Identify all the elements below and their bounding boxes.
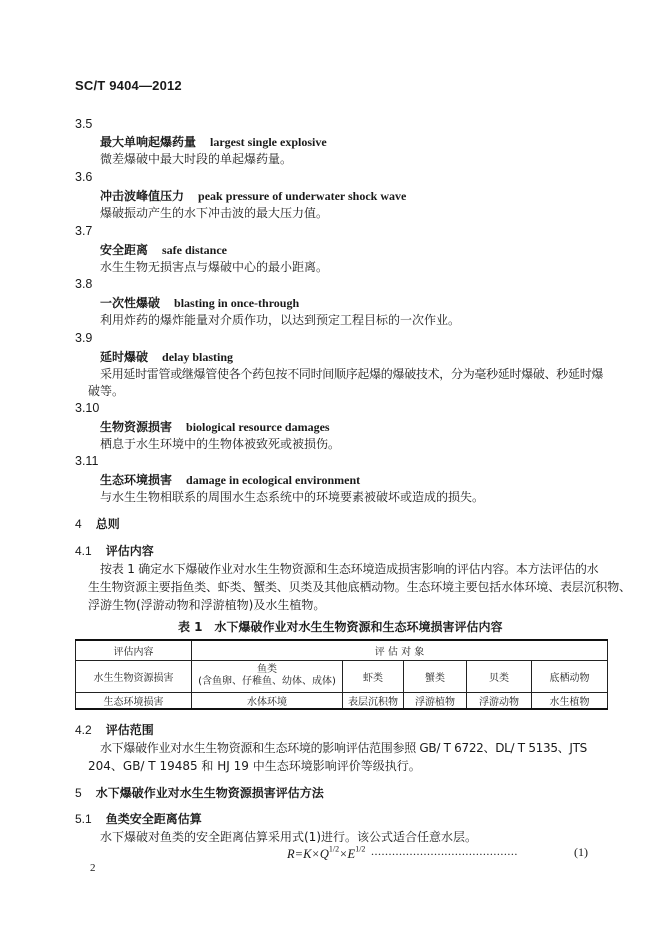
subsection-number: 4.2 <box>75 723 92 737</box>
term-chinese: 生物资源损害 <box>100 420 173 434</box>
assessment-content-table <box>75 639 608 710</box>
term-definition: 栖息于水生环境中的生物体被致死或被损伤。 <box>100 437 341 451</box>
section-heading <box>75 515 120 532</box>
paragraph-line: 水下爆破作业对水生生物资源和生态环境的影响评估范围参照 GB/ T 6722、DL/ T 5135、JTS <box>100 741 587 755</box>
table-cell: 浮游植物 <box>404 692 467 709</box>
term-chinese: 最大单响起爆药量 <box>100 135 197 149</box>
clause-number: 3.9 <box>75 331 93 345</box>
paragraph-line: 204、GB/ T 19485 和 HJ 19 中生态环境影响评价等级执行。 <box>88 759 421 773</box>
term-title <box>100 187 406 204</box>
clause-number: 3.10 <box>75 401 100 415</box>
clause-number: 3.8 <box>75 277 93 291</box>
subsection-title: 评估内容 <box>105 544 154 558</box>
clause-number: 3.7 <box>75 224 93 238</box>
term-definition: 爆破振动产生的水下冲击波的最大压力值。 <box>100 206 329 220</box>
term-title <box>100 241 227 258</box>
table-header-row <box>76 640 608 660</box>
table-row <box>76 660 608 692</box>
term-chinese: 延时爆破 <box>100 350 149 364</box>
clause-number: 3.11 <box>75 454 99 468</box>
table-caption: 表 1 水下爆破作业对水生生物资源和生态环境损害评估内容 <box>178 620 503 634</box>
table-header-cell: 评估内容 <box>76 640 192 660</box>
formula-exponent: 1/2 <box>355 844 366 854</box>
paragraph-line: 生生物资源主要指鱼类、虾类、蟹类、贝类及其他底栖动物。生态环境主要包括水体环境、表层沉积物、 <box>88 580 631 594</box>
section-title: 水下爆破作业对水生生物资源损害评估方法 <box>95 786 324 800</box>
term-definition: 与水生生物相联系的周围水生态系统中的环境要素被破坏或造成的损失。 <box>100 490 485 504</box>
table-cell: 表层沉积物 <box>343 692 404 709</box>
subsection-heading <box>75 721 154 738</box>
section-number: 5 <box>75 786 82 800</box>
table-cell: 底栖动物 <box>532 660 608 692</box>
subsection-number: 4.1 <box>75 544 92 558</box>
table-cell: 贝类 <box>467 660 532 692</box>
term-english: peak pressure of underwater shock wave <box>198 189 407 203</box>
paragraph-line: 水下爆破对鱼类的安全距离估算采用式(1)进行。该公式适合任意水层。 <box>100 830 478 844</box>
term-english: safe distance <box>162 243 228 257</box>
clause-number: 3.5 <box>75 117 93 131</box>
table-row-label: 水生生物资源损害 <box>76 660 192 692</box>
subsection-heading <box>75 810 202 827</box>
term-english: damage in ecological environment <box>186 473 361 487</box>
term-definition-line: 采用延时雷管或继爆管使各个药包按不同时间顺序起爆的爆破技术，分为毫秒延时爆破、秒延时爆 <box>100 367 604 381</box>
term-definition: 利用炸药的爆炸能量对介质作功，以达到预定工程目标的一次作业。 <box>100 313 461 327</box>
table-cell: 水生植物 <box>532 692 608 709</box>
paragraph-line: 浮游生物(浮游动物和浮游植物)及水生植物。 <box>88 598 326 612</box>
table-cell: 蟹类 <box>404 660 467 692</box>
subsection-heading <box>75 542 154 559</box>
formula-exponent: 1/2 <box>328 844 340 854</box>
table-cell: 浮游动物 <box>467 692 532 709</box>
section-heading <box>75 784 324 801</box>
term-title <box>100 348 233 365</box>
page-number: 2 <box>90 862 96 874</box>
table-cell: 水体环境 <box>192 692 343 709</box>
term-title <box>100 133 327 150</box>
paragraph-line: 按表 1 确定水下爆破作业对水生生物资源和生态环境造成损害影响的评估内容。本方法评估的水 <box>100 562 599 576</box>
standard-code-header: SC/T 9404—2012 <box>75 78 182 93</box>
term-english: largest single explosive <box>210 135 327 149</box>
formula-part: R=K×Q <box>287 847 329 861</box>
subsection-title: 评估范围 <box>105 723 154 737</box>
term-definition: 水生生物无损害点与爆破中心的最小距离。 <box>100 260 329 274</box>
term-definition-line: 破等。 <box>88 384 125 398</box>
clause-number: 3.6 <box>75 170 93 184</box>
subsection-title: 鱼类安全距离估算 <box>105 812 202 826</box>
table-cell: 虾类 <box>343 660 404 692</box>
leader-dots: ·········································· <box>370 847 518 861</box>
section-number: 4 <box>75 517 82 531</box>
equation-number: (1) <box>574 845 588 859</box>
table-cell <box>192 660 343 692</box>
term-title <box>100 294 299 311</box>
term-chinese: 安全距离 <box>100 243 149 257</box>
term-definition: 微差爆破中最大时段的单起爆药量。 <box>100 152 293 166</box>
table-header-cell: 评 估 对 象 <box>192 640 608 660</box>
term-english: biological resource damages <box>186 420 330 434</box>
term-english: delay blasting <box>162 350 234 364</box>
term-title <box>100 418 330 435</box>
term-chinese: 一次性爆破 <box>100 296 161 310</box>
section-title: 总则 <box>95 517 120 531</box>
formula <box>287 843 517 862</box>
term-title <box>100 471 360 488</box>
formula-part: ×E <box>339 847 356 861</box>
term-chinese: 生态环境损害 <box>100 473 173 487</box>
subsection-number: 5.1 <box>75 812 92 826</box>
table-row-label: 生态环境损害 <box>76 692 192 709</box>
cell-line: (含鱼卵、仔稚鱼、幼体、成体) <box>198 676 336 687</box>
term-english: blasting in once-through <box>174 296 300 310</box>
cell-line: 鱼类 <box>257 664 277 675</box>
table-row <box>76 692 608 709</box>
term-chinese: 冲击波峰值压力 <box>100 189 185 203</box>
